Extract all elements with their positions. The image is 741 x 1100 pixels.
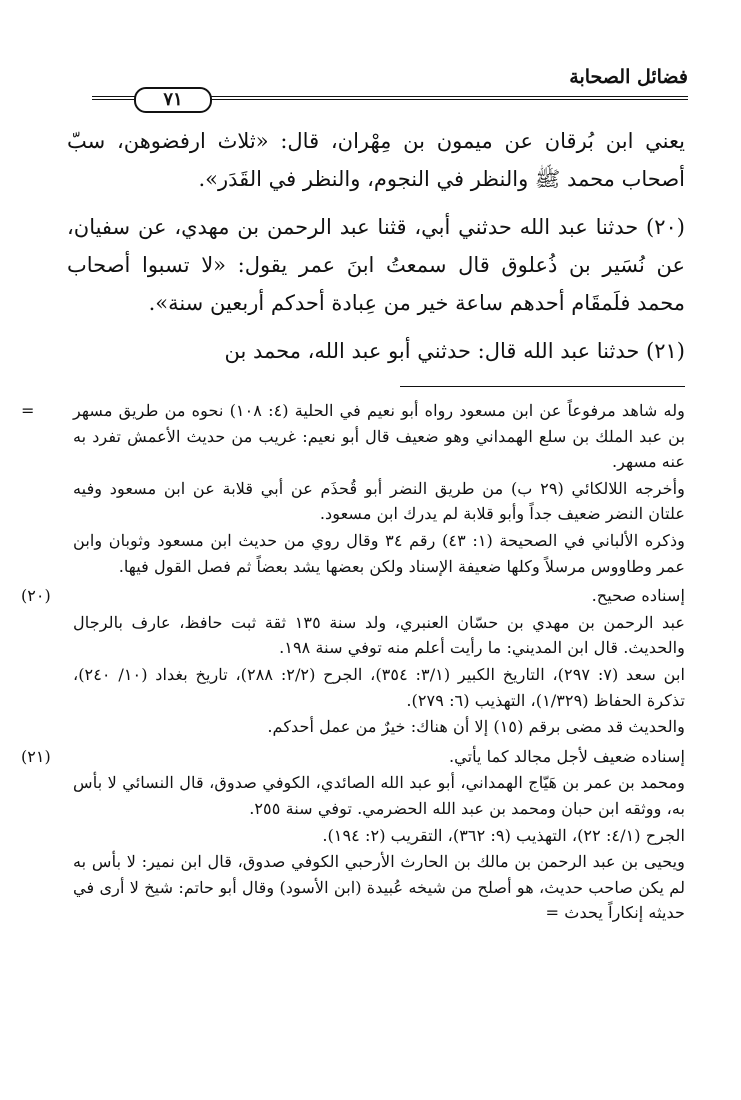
footnote-paragraph: الجرح (٤/١: ٢٢)، التهذيب (٩: ٣٦٢)، التقريب (٢: ١٩٤). [322,825,685,845]
footnote-paragraph: وذكره الألباني في الصحيحة (١: ٤٣) رقم ٣٤ وقال روي من حديث ابن مسعود وثوبان وابن عمر وطاووس مرسلاً وكلها ضعيفة الإسناد ولكن بعضها يشد بعضاً ثم فصل القول فيها. [73,530,685,576]
footnote-paragraph: وأخرجه اللالكائي (٢٩ ب) من طريق النضر أبو قُحذَم عن أبي قلابة عن ابن مسعود وفيه علتان النضر ضعيف جداً وأبو قلابة لم يدرك ابن مسعود. [73,478,685,524]
footnote-20 [21,583,686,740]
footnote-separator [400,386,685,387]
footnote-paragraph: إسناده صحيح. [591,586,685,606]
page-header [92,62,688,110]
footnote-paragraph: إسناده ضعيف لأجل مجالد كما يأتي. [448,746,685,766]
main-paragraph: (٢٠) حدثنا عبد الله حدثني أبي، قثنا عبد الرحمن بن مهدي، عن سفيان، عن نُسَير بن ذُعلوق قال سمعتُ ابنَ عمر يقول: «لا تسبوا أصحاب محمد فلَمقَام أحدهم ساعة خير من عِبادة أحدكم أربعين سنة». [67,215,685,315]
footnotes [21,398,686,926]
page-number: ٧١ [163,89,183,110]
footnote-paragraph: والحديث قد مضى برقم (١٥) إلا أن هناك: خيرٌ من عمل أحدكم. [267,717,685,737]
footnote-paragraph: عبد الرحمن بن مهدي بن حسّان العنبري، ولد سنة ١٣٥ ثقة ثبت حافظ، عارف بالرجال والحديث. قال ابن المديني: ما رأيت أعلم منه توفي سنة ١٩٨. [73,612,686,658]
footnote-marker: = [21,401,35,420]
footnote-paragraph: ابن سعد (٧: ٢٩٧)، التاريخ الكبير (٣/١: ٣٥٤)، الجرح (٢/٢: ٢٨٨)، تاريخ بغداد (١٠/ ٢٤٠)، تذكرة الحفاظ (١/٣٢٩)، التهذيب (٦: ٢٧٩). [73,664,685,710]
main-paragraph: (٢١) حدثنا عبد الله قال: حدثني أبو عبد الله، محمد بن [224,339,685,363]
running-title: فضائل الصحابة [569,66,688,88]
footnote-continuation [21,398,685,579]
main-text [67,122,685,370]
page-number-badge [134,87,212,113]
footnote-21 [21,744,685,926]
footnote-marker: (٢١) [21,746,51,766]
footnote-paragraph: ويحيى بن عبد الرحمن بن مالك بن الحارث الأرحبي الكوفي صدوق، قال ابن نمير: لا بأس به لم يكن صاحب حديث، هو أصلح من شيخه عُبيدة (ابن الأسود) وقال أبو حاتم: شيخ لا أرى في حديثه إنكاراً يحدث = [73,852,685,923]
footnote-marker: (٢٠) [21,586,51,606]
footnote-paragraph: وله شاهد مرفوعاً عن ابن مسعود رواه أبو نعيم في الحلية (٤: ١٠٨) نحوه من طريق مسهر بن عبد الملك بن سلع الهمداني وهو ضعيف قال أبو نعيم: غريب من حديث الأعمش تفرد به عنه مسهر. [73,401,685,472]
footnote-paragraph: ومحمد بن عمر بن هَيّاج الهمداني، أبو عبد الله الصائدي، الكوفي صدوق، قال النسائي لا بأس به، ووثقه ابن حبان ومحمد بن عبد الله الحضرمي. توفي سنة ٢٥٥. [73,773,685,818]
main-paragraph: يعني ابن بُرقان عن ميمون بن مِهْران، قال: «ثلاث ارفضوهن، سبّ أصحاب محمد ﷺ والنظر في النجوم، والنظر في القَدَر». [67,129,685,191]
